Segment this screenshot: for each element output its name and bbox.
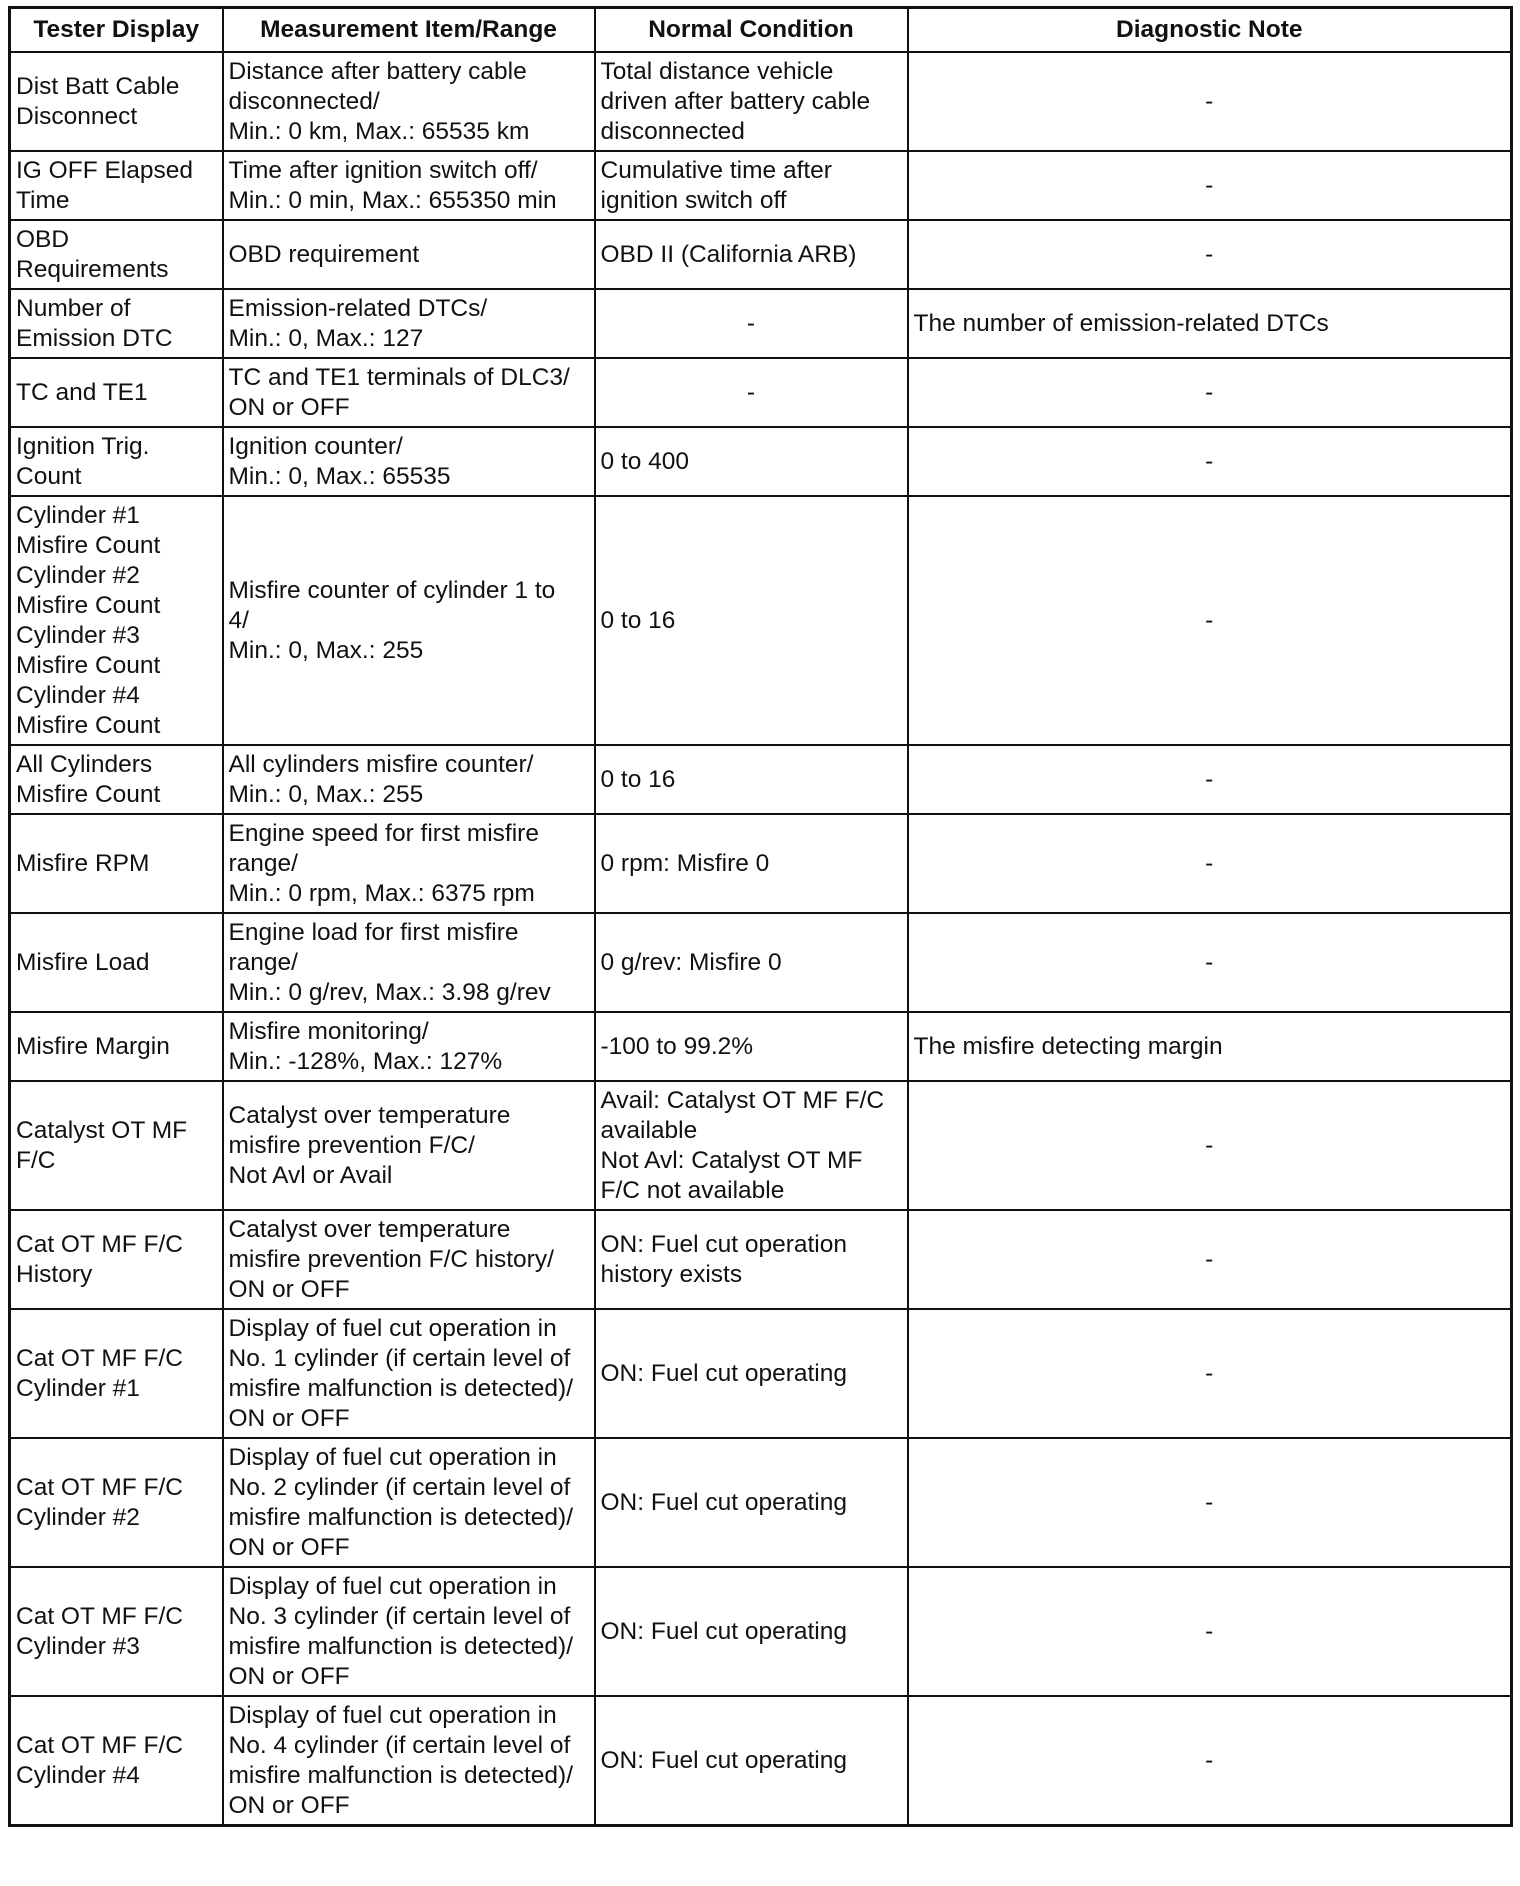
table-row [10,496,1512,745]
tester-display-cell: Cat OT MF F/C Cylinder #4 [10,1696,223,1826]
measurement-cell: Distance after battery cable disconnected/ Min.: 0 km, Max.: 65535 km [223,52,595,151]
table-row [10,52,1512,151]
normal-condition-cell: 0 to 16 [595,745,908,814]
diagnostic-note-cell: - [908,1210,1512,1309]
normal-condition-cell: Total distance vehicle driven after battery cable disconnected [595,52,908,151]
diagnostic-note-cell: - [908,814,1512,913]
table-row [10,151,1512,220]
table-row [10,1567,1512,1696]
normal-condition-cell: 0 g/rev: Misfire 0 [595,913,908,1012]
diagnostic-note-cell: - [908,358,1512,427]
measurement-cell: All cylinders misfire counter/ Min.: 0, Max.: 255 [223,745,595,814]
measurement-cell: Display of fuel cut operation in No. 2 cylinder (if certain level of misfire malfunction is detected)/ ON or OFF [223,1438,595,1567]
header-diagnostic-note: Diagnostic Note [908,8,1512,53]
tester-display-cell: Cat OT MF F/C History [10,1210,223,1309]
table-row [10,358,1512,427]
tester-display-cell: Cat OT MF F/C Cylinder #1 [10,1309,223,1438]
tester-display-table [8,6,1513,1827]
measurement-cell: Display of fuel cut operation in No. 4 cylinder (if certain level of misfire malfunction is detected)/ ON or OFF [223,1696,595,1826]
table-row [10,1210,1512,1309]
normal-condition-cell: -100 to 99.2% [595,1012,908,1081]
tester-display-cell: Cylinder #1 Misfire Count Cylinder #2 Misfire Count Cylinder #3 Misfire Count Cylinder #4 Misfire Count [10,496,223,745]
measurement-cell: Time after ignition switch off/ Min.: 0 min, Max.: 655350 min [223,151,595,220]
diagnostic-note-cell: - [908,496,1512,745]
normal-condition-cell: 0 rpm: Misfire 0 [595,814,908,913]
diagnostic-note-cell: - [908,913,1512,1012]
normal-condition-cell: ON: Fuel cut operating [595,1696,908,1826]
normal-condition-cell: ON: Fuel cut operating [595,1309,908,1438]
normal-condition-cell: Cumulative time after ignition switch off [595,151,908,220]
tester-display-cell: Dist Batt Cable Disconnect [10,52,223,151]
tester-display-cell: TC and TE1 [10,358,223,427]
header-measurement-item-range: Measurement Item/Range [223,8,595,53]
normal-condition-cell: 0 to 400 [595,427,908,496]
normal-condition-cell: 0 to 16 [595,496,908,745]
table-row [10,1438,1512,1567]
measurement-cell: Display of fuel cut operation in No. 1 cylinder (if certain level of misfire malfunction is detected)/ ON or OFF [223,1309,595,1438]
diagnostic-note-cell: - [908,1438,1512,1567]
normal-condition-cell: Avail: Catalyst OT MF F/C available Not Avl: Catalyst OT MF F/C not available [595,1081,908,1210]
measurement-cell: Engine load for first misfire range/ Min.: 0 g/rev, Max.: 3.98 g/rev [223,913,595,1012]
tester-display-cell: Misfire Margin [10,1012,223,1081]
normal-condition-cell: - [595,289,908,358]
tester-display-cell: Ignition Trig. Count [10,427,223,496]
normal-condition-cell: ON: Fuel cut operation history exists [595,1210,908,1309]
measurement-cell: Misfire monitoring/ Min.: -128%, Max.: 127% [223,1012,595,1081]
header-row [10,8,1512,53]
tester-display-cell: Number of Emission DTC [10,289,223,358]
tester-display-cell: IG OFF Elapsed Time [10,151,223,220]
normal-condition-cell: OBD II (California ARB) [595,220,908,289]
table-body [10,52,1512,1826]
diagnostic-note-cell: - [908,1567,1512,1696]
measurement-cell: OBD requirement [223,220,595,289]
diagnostic-note-cell: The number of emission-related DTCs [908,289,1512,358]
measurement-cell: Display of fuel cut operation in No. 3 cylinder (if certain level of misfire malfunction is detected)/ ON or OFF [223,1567,595,1696]
measurement-cell: Catalyst over temperature misfire prevention F/C/ Not Avl or Avail [223,1081,595,1210]
table-row [10,1309,1512,1438]
diagnostic-note-cell: The misfire detecting margin [908,1012,1512,1081]
diagnostic-note-cell: - [908,52,1512,151]
tester-display-cell: Cat OT MF F/C Cylinder #3 [10,1567,223,1696]
diagnostic-note-cell: - [908,1081,1512,1210]
tester-display-cell: OBD Requirements [10,220,223,289]
measurement-cell: Catalyst over temperature misfire prevention F/C history/ ON or OFF [223,1210,595,1309]
measurement-cell: Misfire counter of cylinder 1 to 4/ Min.: 0, Max.: 255 [223,496,595,745]
table-row [10,1696,1512,1826]
normal-condition-cell: - [595,358,908,427]
diagnostic-note-cell: - [908,220,1512,289]
tester-display-cell: Catalyst OT MF F/C [10,1081,223,1210]
table-row [10,220,1512,289]
normal-condition-cell: ON: Fuel cut operating [595,1567,908,1696]
table-row [10,1012,1512,1081]
measurement-cell: Ignition counter/ Min.: 0, Max.: 65535 [223,427,595,496]
measurement-cell: Emission-related DTCs/ Min.: 0, Max.: 127 [223,289,595,358]
header-normal-condition: Normal Condition [595,8,908,53]
diagnostic-note-cell: - [908,745,1512,814]
table-row [10,913,1512,1012]
table-row [10,427,1512,496]
diagnostic-note-cell: - [908,151,1512,220]
table-row [10,1081,1512,1210]
measurement-cell: TC and TE1 terminals of DLC3/ ON or OFF [223,358,595,427]
tester-display-cell: Cat OT MF F/C Cylinder #2 [10,1438,223,1567]
tester-display-cell: Misfire Load [10,913,223,1012]
table-row [10,814,1512,913]
normal-condition-cell: ON: Fuel cut operating [595,1438,908,1567]
header-tester-display: Tester Display [10,8,223,53]
tester-display-cell: Misfire RPM [10,814,223,913]
diagnostic-note-cell: - [908,1696,1512,1826]
measurement-cell: Engine speed for first misfire range/ Min.: 0 rpm, Max.: 6375 rpm [223,814,595,913]
diagnostic-note-cell: - [908,427,1512,496]
table-row [10,745,1512,814]
tester-display-cell: All Cylinders Misfire Count [10,745,223,814]
diagnostic-note-cell: - [908,1309,1512,1438]
table-row [10,289,1512,358]
